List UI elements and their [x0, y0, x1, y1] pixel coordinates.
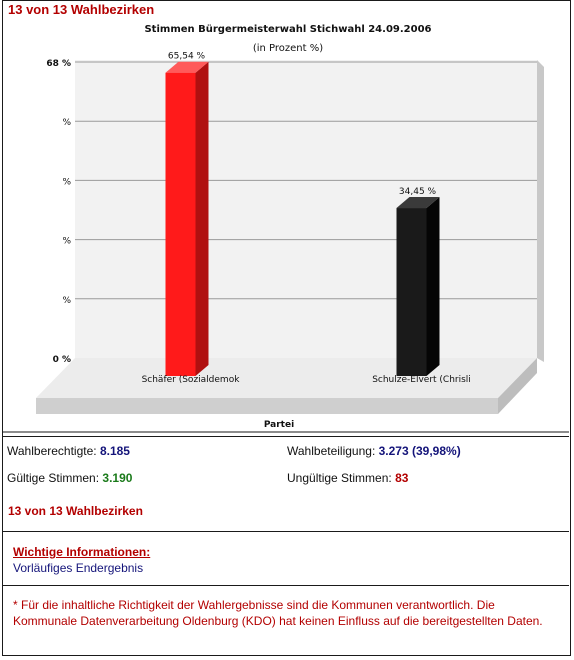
chart-area: [3, 18, 569, 436]
y-tick-label: %: [62, 177, 71, 188]
bar-value-label: 65,54 %: [167, 51, 206, 62]
districts-heading: 13 von 13 Wahlbezirken: [8, 2, 155, 17]
info-title: Wichtige Informationen:: [13, 545, 151, 559]
y-tick-labels: [46, 59, 71, 365]
y-tick-label: 68 %: [46, 59, 71, 69]
bar-front: [166, 73, 196, 376]
chart-subtitle: (in Prozent %): [252, 43, 324, 54]
info-text: Vorläufiges Endergebnis: [13, 561, 144, 575]
eligible-label: Wahlberechtigte:: [7, 444, 97, 458]
turnout-label: Wahlbeteiligung:: [287, 444, 376, 458]
bar-side: [427, 197, 440, 376]
valid-value: 3.190: [102, 471, 133, 485]
chart-title: Stimmen Bürgermeisterwahl Stichwahl 24.09.2006: [144, 24, 432, 35]
invalid-label: Ungültige Stimmen:: [287, 471, 392, 485]
disclaimer-divider: [3, 585, 569, 586]
stats-section: [3, 436, 569, 496]
invalid-value: 83: [395, 471, 409, 485]
turnout-stat: [287, 444, 461, 458]
x-tick-label: Schäfer (Sozialdemok: [141, 375, 240, 385]
bar-side: [196, 62, 209, 376]
eligible-value: 8.185: [99, 444, 130, 458]
plot-back-wall: [75, 60, 537, 358]
districts-summary: 13 von 13 Wahlbezirken: [8, 504, 143, 518]
y-tick-label: 0 %: [52, 355, 71, 365]
turnout-value: 3.273: [378, 444, 409, 458]
floor-front: [36, 398, 498, 414]
y-tick-label: %: [62, 118, 71, 129]
bar-2: [397, 187, 440, 376]
x-tick-label: Schulze-Elvert (Chrisli: [372, 375, 471, 385]
bar-chart: [3, 18, 569, 436]
turnout-percent: (39,98%): [412, 444, 461, 458]
disclaimer-text: * Für die inhaltliche Richtigkeit der Wahlergebnisse sind die Kommunen verantwortlich. Die Kommunale Datenverarbeitung Oldenburg (KDO) hat keinen Einfluss auf die bereitgestellten Daten.: [13, 598, 543, 628]
invalid-stat: [287, 471, 408, 485]
bar-1: [166, 52, 209, 376]
plot-right-wall: [537, 60, 544, 362]
y-tick-label: %: [62, 295, 71, 306]
eligible-stat: [7, 444, 130, 458]
bar-front: [397, 208, 427, 376]
bar-value-label: 34,45 %: [398, 187, 437, 198]
y-tick-label: %: [62, 236, 71, 247]
valid-stat: [7, 471, 132, 485]
x-axis-label: Partei: [263, 420, 295, 430]
valid-label: Gültige Stimmen:: [7, 471, 100, 485]
